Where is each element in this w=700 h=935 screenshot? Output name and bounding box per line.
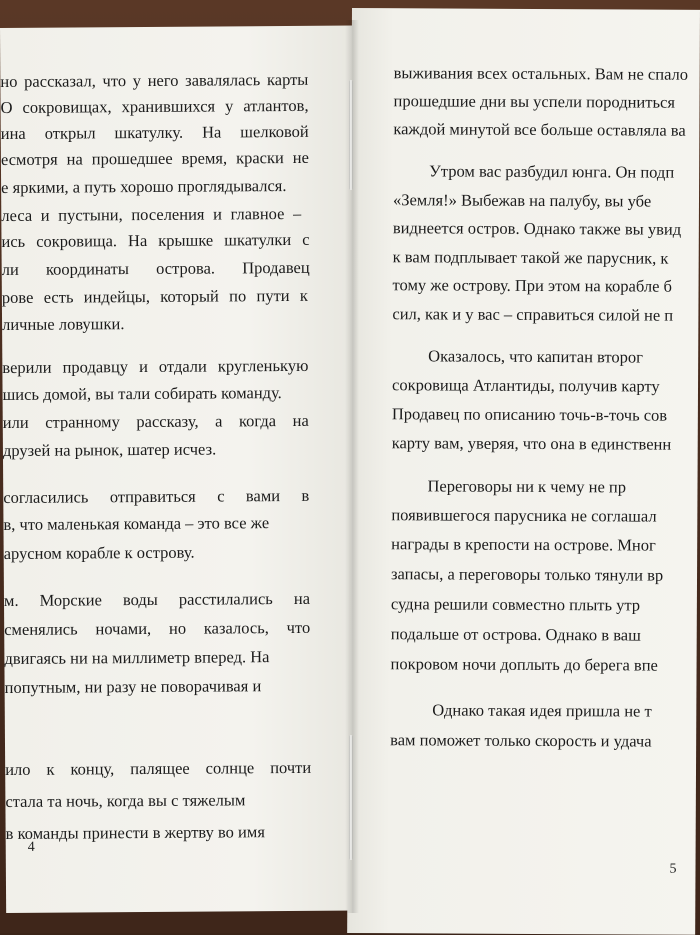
text-line: или странному рассказу, а когда на <box>2 410 309 432</box>
text-line: рове есть индейцы, который по пути к <box>1 285 308 307</box>
staple-top <box>349 80 353 190</box>
text-line: ило к концу, палящее солнце почти <box>5 757 312 779</box>
page-number-right: 5 <box>669 861 677 877</box>
text-line: ина открыл шкатулку. На шелковой <box>0 121 309 143</box>
text-line: запасы, а переговоры только тянули вр <box>390 564 664 585</box>
text-line: Оказалось, что капитан второг <box>428 346 644 367</box>
text-line: Продавец по описанию точь-в-точь сов <box>391 404 668 425</box>
text-line: есмотря на прошедшее время, краски не <box>0 147 309 169</box>
staple-bottom <box>349 735 353 860</box>
text-line: судна решили совместно плыть утр <box>390 594 641 615</box>
text-line: ись сокровища. На крышке шкатулки с <box>1 229 310 251</box>
text-line: Переговоры ни к чему не пр <box>427 476 627 497</box>
page-number-left: 4 <box>27 839 35 855</box>
text-line: согласились отправиться с вами в <box>3 485 310 507</box>
text-line: в команды принести в жертву во имя <box>5 822 265 843</box>
text-line: верили продавцу и отдали кругленькую <box>2 355 309 377</box>
text-line: шись домой, вы тали собирать команду. <box>2 383 282 404</box>
text-line: «Земля!» Выбежав на палубу, вы убе <box>392 190 652 211</box>
text-line: виднеется остров. Однако также вы увид <box>392 218 682 239</box>
text-line: в, что маленькая команда – это все же <box>3 513 270 534</box>
text-line: вам поможет только скорость и удача <box>390 730 652 751</box>
text-line: стала та ночь, когда вы с тяжелым <box>5 790 246 811</box>
text-line: карту вам, уверяя, что она в единственн <box>391 433 672 454</box>
left-page <box>0 26 358 913</box>
text-line: ли координаты острова. Продавец <box>1 257 310 279</box>
text-line: каждой минутой все больше оставляла ва <box>393 119 686 140</box>
text-line: подальше от острова. Однако в ваш <box>390 624 641 645</box>
text-line: м. Морские воды расстилались на <box>3 588 311 610</box>
text-line: О сокровищах, хранившихся у атлантов, <box>0 95 309 117</box>
text-line: Однако такая идея пришла не т <box>432 700 652 721</box>
text-line: появившегося парусника не соглашал <box>391 505 657 526</box>
text-line: е яркими, а путь хорошо проглядывался. <box>1 176 287 197</box>
text-line: сил, как и у вас – справиться силой не п <box>392 304 674 325</box>
text-line: покровом ночи доплыть до берега впе <box>390 654 658 675</box>
text-line: сокровища Атлантиды, получив карту <box>391 375 660 396</box>
text-line: арусном корабле к острову. <box>3 542 195 563</box>
text-line: попутным, ни разу не поворачивая и <box>4 676 262 697</box>
text-line: друзей на рынок, шатер исчез. <box>2 439 217 460</box>
text-line: двигаясь ни на миллиметр вперед. На <box>4 647 270 668</box>
text-line: к вам подплывает такой же парусник, к <box>392 247 669 268</box>
text-line: леса и пустыни, поселения и главное – <box>1 203 302 225</box>
text-line: награды в крепости на острове. Мног <box>391 534 656 555</box>
text-line: выживания всех остальных. Вам не спало <box>393 63 689 84</box>
text-line: тому же острову. При этом на корабле б <box>392 275 672 296</box>
text-line: прошедшие дни вы успели породниться <box>393 91 675 112</box>
text-line: личные ловушки. <box>2 314 125 334</box>
text-line: но рассказал, что у него завалялась карты <box>0 69 309 91</box>
text-line: сменялись ночами, но казалось, что <box>4 617 311 639</box>
text-line: Утром вас разбудил юнга. Он подп <box>429 161 675 182</box>
right-page <box>347 8 700 935</box>
